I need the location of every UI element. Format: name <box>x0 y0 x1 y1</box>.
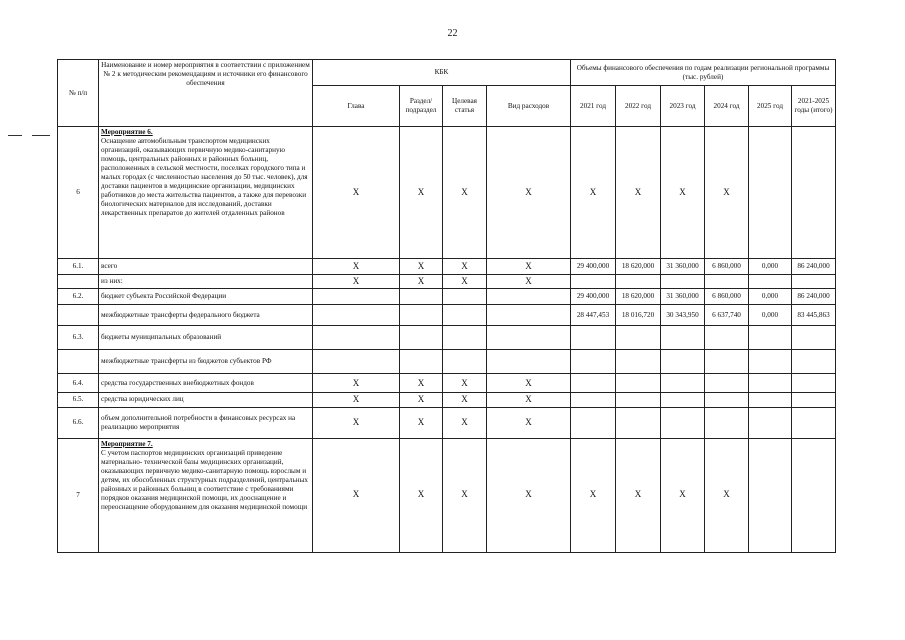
financing-table <box>57 59 836 553</box>
amount-cell <box>661 350 705 374</box>
kbk-cell <box>313 350 400 374</box>
row-number: 6.1. <box>58 259 99 275</box>
kbk-cell <box>400 350 443 374</box>
cross-mark: X <box>313 438 400 552</box>
amount-cell <box>616 350 661 374</box>
amount-cell <box>749 275 792 289</box>
cross-mark: X <box>571 127 616 259</box>
row-number <box>58 350 99 374</box>
amount-cell: 6 860,000 <box>705 289 749 305</box>
row-number: 6.6. <box>58 407 99 438</box>
header-kbk: КБК <box>313 60 571 86</box>
amount-cell <box>792 350 836 374</box>
table-row <box>58 275 836 289</box>
kbk-cell <box>487 326 571 350</box>
amount-cell <box>616 407 661 438</box>
amount-cell: 18 620,000 <box>616 289 661 305</box>
header-glava: Глава <box>313 86 400 127</box>
cross-mark: X <box>443 259 487 275</box>
measure-text: Оснащение автомобильным транспортом медицинских организаций, оказывающих первичную медико-санитарную помощь, центральных районных и районных больниц, расположенных в сельской местности, поселках городского типа и малых городах (с численностью населения до 50 тыс. человек), для доставки пациентов в медицинские организации, медицинских работников до места жительства пациентов, а также для перевозки биологических материалов для исследований, доставки лекарственных препаратов до жителей отдаленных районов <box>101 137 308 217</box>
table-row <box>58 259 836 275</box>
amount-cell <box>792 438 836 552</box>
amount-cell <box>792 393 836 407</box>
cross-mark: X <box>487 374 571 393</box>
amount-cell: 18 620,000 <box>616 259 661 275</box>
amount-cell: 30 343,950 <box>661 305 705 326</box>
amount-cell <box>749 407 792 438</box>
amount-cell <box>749 350 792 374</box>
header-2023: 2023 год <box>661 86 705 127</box>
table-row <box>58 289 836 305</box>
cross-mark: X <box>313 393 400 407</box>
cross-mark: X <box>443 438 487 552</box>
amount-cell <box>705 275 749 289</box>
amount-cell: 6 637,740 <box>705 305 749 326</box>
amount-cell <box>749 374 792 393</box>
amount-cell <box>792 407 836 438</box>
table-row <box>58 407 836 438</box>
amount-cell: 29 400,000 <box>571 259 616 275</box>
kbk-cell <box>443 289 487 305</box>
amount-cell <box>616 393 661 407</box>
amount-cell <box>616 275 661 289</box>
row-number: 6.4. <box>58 374 99 393</box>
amount-cell: 18 016,720 <box>616 305 661 326</box>
amount-cell: 31 360,000 <box>661 259 705 275</box>
amount-cell: 31 360,000 <box>661 289 705 305</box>
header-2022: 2022 год <box>616 86 661 127</box>
amount-cell <box>705 350 749 374</box>
cross-mark: X <box>443 127 487 259</box>
header-2024: 2024 год <box>705 86 749 127</box>
cross-mark: X <box>443 374 487 393</box>
cross-mark: X <box>705 438 749 552</box>
amount-cell <box>792 275 836 289</box>
amount-cell <box>705 374 749 393</box>
header-total: 2021-2025 годы (итого) <box>792 86 836 127</box>
cross-mark: X <box>400 393 443 407</box>
cross-mark: X <box>443 393 487 407</box>
measure-title: Мероприятие 7. <box>101 439 153 448</box>
amount-cell <box>571 393 616 407</box>
amount-cell <box>571 374 616 393</box>
amount-cell: 0,000 <box>749 259 792 275</box>
amount-cell <box>792 374 836 393</box>
row-description: межбюджетные трансферты из бюджетов субъектов РФ <box>99 350 313 374</box>
row-number <box>58 275 99 289</box>
amount-cell <box>661 326 705 350</box>
amount-cell <box>661 393 705 407</box>
amount-cell <box>705 326 749 350</box>
amount-cell <box>792 127 836 259</box>
header-name: Наименование и номер мероприятия в соответствии с приложением № 2 к методическим рекомендациям и источники его финансового обеспечения <box>99 60 313 127</box>
amount-cell <box>571 407 616 438</box>
amount-cell: 0,000 <box>749 289 792 305</box>
cross-mark: X <box>487 127 571 259</box>
cross-mark: X <box>400 438 443 552</box>
row-description: бюджеты муниципальных образований <box>99 326 313 350</box>
table-row <box>58 305 836 326</box>
cross-mark: X <box>571 438 616 552</box>
row-description: бюджет субъекта Российской Федерации <box>99 289 313 305</box>
row-number: 7 <box>58 438 99 552</box>
kbk-cell <box>313 326 400 350</box>
header-finance: Объемы финансового обеспечения по годам реализации региональной программы (тыс. рублей) <box>571 60 836 86</box>
kbk-cell <box>487 289 571 305</box>
cross-mark: X <box>661 438 705 552</box>
cross-mark: X <box>616 127 661 259</box>
amount-cell <box>705 393 749 407</box>
cross-mark: X <box>661 127 705 259</box>
cross-mark: X <box>400 127 443 259</box>
kbk-cell <box>313 305 400 326</box>
row-description: из них: <box>99 275 313 289</box>
cross-mark: X <box>487 407 571 438</box>
row-description: средства государственных внебюджетных фондов <box>99 374 313 393</box>
row-number: 6.3. <box>58 326 99 350</box>
amount-cell <box>616 374 661 393</box>
cross-mark: X <box>487 438 571 552</box>
scan-artifact-line <box>32 135 50 136</box>
measure-text: С учетом паспортов медицинских организаций приведение материально- технической базы медицинских организаций, оказывающих первичную медико-санитарную помощь взрослым и детям, их обособленных структурных подразделений, центральных районных и районных больниц в соответствие с требованиями порядков оказания медицинской помощи, их дооснащение и переоснащение оборудованием для оказания медицинской помощи <box>101 448 308 511</box>
cross-mark: X <box>400 259 443 275</box>
row-description: межбюджетные трансферты федерального бюджета <box>99 305 313 326</box>
kbk-cell <box>400 289 443 305</box>
kbk-cell <box>400 326 443 350</box>
amount-cell <box>749 438 792 552</box>
kbk-cell <box>487 350 571 374</box>
table-row <box>58 393 836 407</box>
amount-cell <box>661 407 705 438</box>
row-number: 6.2. <box>58 289 99 305</box>
kbk-cell <box>487 305 571 326</box>
cross-mark: X <box>443 275 487 289</box>
cross-mark: X <box>705 127 749 259</box>
row-description: объем дополнительной потребности в финансовых ресурсах на реализацию мероприятия <box>99 407 313 438</box>
cross-mark: X <box>313 407 400 438</box>
kbk-cell <box>443 305 487 326</box>
row-number <box>58 305 99 326</box>
cross-mark: X <box>313 127 400 259</box>
header-vid: Вид расходов <box>487 86 571 127</box>
kbk-cell <box>443 326 487 350</box>
amount-cell: 86 240,000 <box>792 289 836 305</box>
amount-cell: 86 240,000 <box>792 259 836 275</box>
kbk-cell <box>400 305 443 326</box>
cross-mark: X <box>487 259 571 275</box>
amount-cell <box>749 326 792 350</box>
amount-cell <box>571 350 616 374</box>
cross-mark: X <box>313 374 400 393</box>
amount-cell: 29 400,000 <box>571 289 616 305</box>
cross-mark: X <box>487 393 571 407</box>
scan-artifact-line <box>8 135 22 136</box>
amount-cell <box>571 326 616 350</box>
table-row <box>58 350 836 374</box>
header-2021: 2021 год <box>571 86 616 127</box>
row-description: всего <box>99 259 313 275</box>
amount-cell: 28 447,453 <box>571 305 616 326</box>
table-row <box>58 438 836 552</box>
amount-cell: 83 445,863 <box>792 305 836 326</box>
row-description <box>99 127 313 259</box>
table-body <box>58 127 836 553</box>
cross-mark: X <box>616 438 661 552</box>
header-razdel: Раздел/ подраздел <box>400 86 443 127</box>
measure-title: Мероприятие 6. <box>101 128 153 136</box>
kbk-cell <box>313 289 400 305</box>
cross-mark: X <box>313 275 400 289</box>
amount-cell <box>661 374 705 393</box>
amount-cell <box>661 275 705 289</box>
cross-mark: X <box>400 374 443 393</box>
amount-cell <box>616 326 661 350</box>
amount-cell: 6 860,000 <box>705 259 749 275</box>
row-number: 6 <box>58 127 99 259</box>
amount-cell <box>792 326 836 350</box>
amount-cell <box>705 407 749 438</box>
page-number: 22 <box>447 28 458 39</box>
amount-cell: 0,000 <box>749 305 792 326</box>
cross-mark: X <box>400 407 443 438</box>
kbk-cell <box>443 350 487 374</box>
row-description <box>99 438 313 552</box>
table-row <box>58 326 836 350</box>
header-2025: 2025 год <box>749 86 792 127</box>
cross-mark: X <box>313 259 400 275</box>
table-row <box>58 374 836 393</box>
cross-mark: X <box>487 275 571 289</box>
cross-mark: X <box>443 407 487 438</box>
header-num: № п/п <box>58 60 99 127</box>
cross-mark: X <box>400 275 443 289</box>
row-number: 6.5. <box>58 393 99 407</box>
row-description: средства юридических лиц <box>99 393 313 407</box>
amount-cell <box>749 393 792 407</box>
amount-cell <box>571 275 616 289</box>
amount-cell <box>749 127 792 259</box>
header-celevaya: Целевая статья <box>443 86 487 127</box>
table-row <box>58 127 836 259</box>
